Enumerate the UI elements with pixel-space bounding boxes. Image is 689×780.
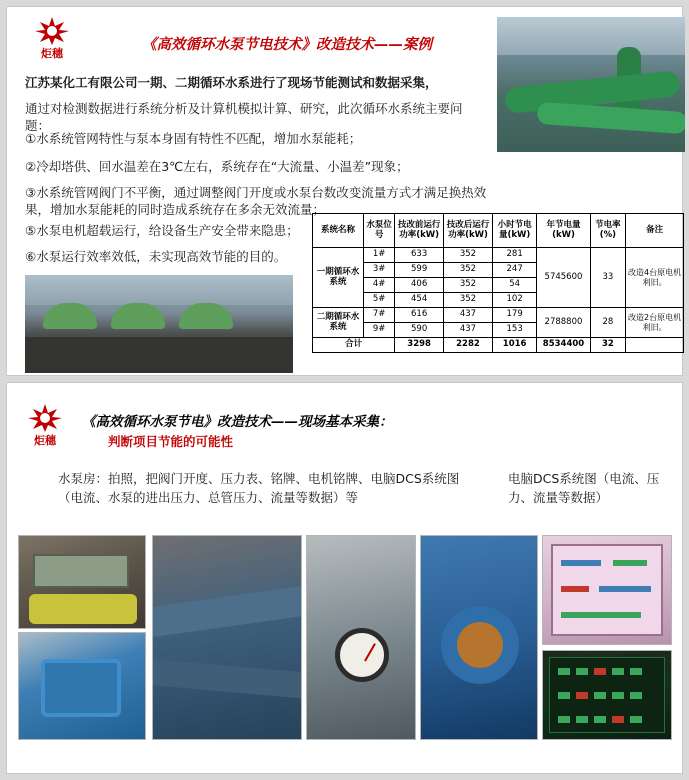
energy-saving-table [312,213,684,353]
slide-two-title: 《高效循环水泵节电》改造技术——现场基本采集： [82,414,393,430]
table-total-row [313,338,684,353]
pump-tag: 9# [364,323,395,338]
slide-two-subtitle: 判断项目节能的可能性 [108,434,234,449]
col-pump-tag: 水泵位号 [364,214,395,248]
yearly-saving-2: 2788800 [537,308,590,338]
pump-tag: 4# [364,278,395,293]
power-before: 633 [395,248,444,263]
paragraph-issue-1: ①水系统管网特性与泵本身固有特性不匹配，增加水泵能耗； [25,131,362,146]
pump-room-piping-photo [152,535,302,740]
hourly-saving: 102 [492,293,536,308]
total-remark [626,338,684,353]
power-after: 352 [444,263,493,278]
power-after: 437 [444,323,493,338]
pressure-gauge-photo [306,535,416,740]
power-before: 454 [395,293,444,308]
total-label: 合计 [313,338,395,353]
company-logo-2 [16,404,74,450]
logo-text: 炬穗 [34,434,56,447]
col-saving-rate: 节电率(%) [590,214,626,248]
starburst-logo-icon [28,404,62,432]
dcs-monitor-panel-photo [542,650,672,740]
hourly-saving: 281 [492,248,536,263]
pump-tag: 5# [364,293,395,308]
total-power-before: 3298 [395,338,444,353]
total-saving-rate: 32 [590,338,626,353]
blue-pump-flange-photo [18,632,146,740]
power-before: 616 [395,308,444,323]
power-before: 590 [395,323,444,338]
paragraph-issue-5: ⑤水泵电机超载运行，给设备生产安全带来隐患； [25,223,299,238]
total-power-after: 2282 [444,338,493,353]
yearly-saving-1: 5745600 [537,248,590,308]
motor-nameplate-photo [18,535,146,629]
paragraph-intro: 江苏某化工有限公司一期、二期循环水系进行了现场节能测试和数据采集， [25,75,438,90]
hourly-saving: 179 [492,308,536,323]
hourly-saving: 153 [492,323,536,338]
table-header-row [313,214,684,248]
power-after: 437 [444,308,493,323]
table-row [313,308,684,323]
starburst-logo-icon [35,17,69,45]
power-after: 352 [444,278,493,293]
pump-tag: 3# [364,263,395,278]
power-before: 406 [395,278,444,293]
col-system-name: 系统名称 [313,214,364,248]
paragraph-analysis: 通过对检测数据进行系统分析及计算机模拟计算、研究，此次循环水系统主要问题： [25,101,463,133]
power-after: 352 [444,293,493,308]
remark-1: 改造4台原电机利旧。 [626,248,684,308]
remark-2: 改造2台原电机利旧。 [626,308,684,338]
dcs-system-diagram-photo [542,535,672,645]
group-name-1: 一期循环水系统 [313,248,364,308]
paragraph-issue-6: ⑥水泵运行效率效低，未实现高效节能的目的。 [25,249,287,264]
total-yearly-saving: 8534400 [537,338,590,353]
blue-valve-photo [420,535,538,740]
col-hourly-saving: 小时节电量(kW) [492,214,536,248]
saving-rate-1: 33 [590,248,626,308]
paragraph-issue-3: ③水系统管网阀门不平衡，通过调整阀门开度或水泵台数改变流量方式才满足换热效果，增加水泵能耗的同时造成系统存在多余无效流量； [25,185,487,217]
logo-text: 炬穗 [41,47,63,60]
slide-one [6,6,683,376]
hourly-saving: 54 [492,278,536,293]
col-power-after: 技改后运行功率(kW) [444,214,493,248]
col-yearly-saving: 年节电量(kW) [537,214,590,248]
col-remark: 备注 [626,214,684,248]
cooling-towers-photo [25,275,293,373]
total-hourly-saving: 1016 [492,338,536,353]
hourly-saving: 247 [492,263,536,278]
col-power-before: 技改前运行功率(kW) [395,214,444,248]
slide-one-title: 《高效循环水泵节电技术》改造技术——案例 [142,37,432,53]
slide-two-body: 水泵房：拍照，把阀门开度、压力表、铭牌、电机铭牌、电脑DCS系统图（电流、水泵的进出压力、总管压力、流量等数据）等 [58,471,460,505]
company-logo [23,17,81,63]
power-after: 352 [444,248,493,263]
pump-tag: 1# [364,248,395,263]
paragraph-issue-2: ②冷却塔供、回水温差在3℃左右，系统存在“大流量、小温差”现象； [25,159,409,174]
table-row [313,248,684,263]
saving-rate-2: 28 [590,308,626,338]
pump-tag: 7# [364,308,395,323]
group-name-2: 二期循环水系统 [313,308,364,338]
power-before: 599 [395,263,444,278]
slide-two-right-note: 电脑DCS系统图（电流、压力、流量等数据） [508,471,660,505]
green-pipes-photo [497,17,685,152]
